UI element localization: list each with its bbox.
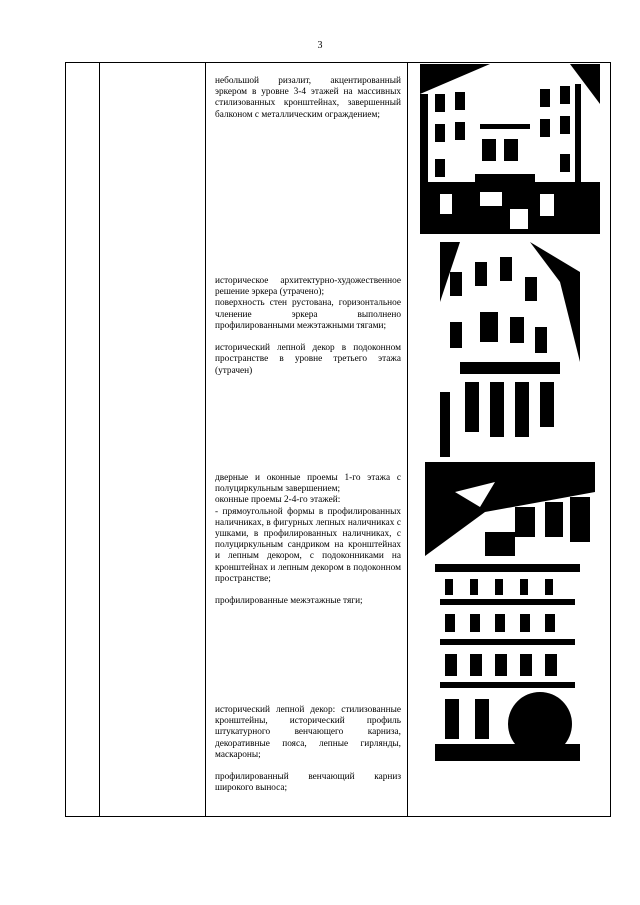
page-number: 3 — [317, 40, 323, 51]
paragraph: поверхность стен рустована, горизонтальное членение эркера выполнено профилированными межэтажными тягами; — [215, 298, 401, 331]
facade-photo-1 — [420, 64, 600, 234]
paragraph: профилированный венчающий карниз широкого выноса; — [215, 772, 401, 794]
paragraph: небольшой ризалит, акцентированный эркером в уровне 3-4 этажей на массивных стилизованных кронштейнах, завершенный балконом с металлическим ограждением; — [215, 76, 401, 120]
paragraph: профилированные межэтажные тяги; — [215, 596, 363, 607]
text-block-erker — [215, 276, 401, 377]
text-block-decor — [215, 705, 401, 795]
paragraph: оконные проемы 2-4-го этажей: — [215, 495, 341, 506]
column-divider-1 — [99, 63, 100, 816]
text-block-proemy — [215, 473, 401, 607]
paragraph: дверные и оконные проемы 1-го этажа с полуциркульным завершением; — [215, 473, 401, 495]
paragraph: историческое архитектурно-художественное решение эркера (утрачено); — [215, 276, 401, 298]
column-divider-3 — [407, 63, 408, 816]
paragraph — [215, 585, 401, 596]
paragraph — [215, 332, 401, 343]
paragraph: исторический лепной декор: стилизованные кронштейны, исторический профиль штукатурного венчающего карниза, декоративные пояса, лепные гирлянды, маскароны; — [215, 705, 401, 760]
paragraph: - прямоугольной формы в профилированных наличниках, в фигурных лепных наличниках с ушками, в профилированных наличниках, с полуциркульным сандриком на кронштейнах и лепным декором, с подоконниками на кронштейнах и лепным декором в подоконном пространстве; — [215, 506, 401, 584]
facade-photo-4 — [435, 564, 580, 761]
facade-photo-2 — [440, 242, 580, 457]
paragraph — [215, 761, 401, 772]
text-block-riza — [215, 76, 401, 121]
facade-photo-3 — [425, 462, 595, 556]
column-divider-2 — [205, 63, 206, 816]
paragraph: исторический лепной декор в подоконном пространстве в уровне третьего этажа (утрачен) — [215, 343, 401, 376]
